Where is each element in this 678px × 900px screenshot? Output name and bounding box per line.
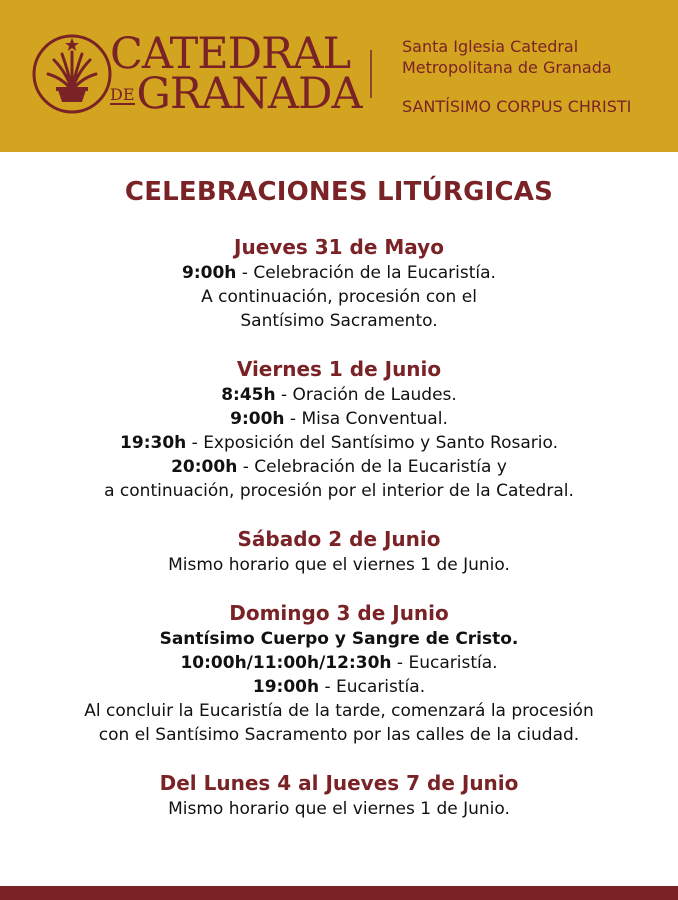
schedule-text: - Eucaristía. [391,653,498,673]
schedule-line [0,407,678,431]
day-block-sunday [0,600,678,747]
cathedral-emblem-icon [32,32,112,116]
schedule-line: con el Santísimo Sacramento por las calles de la ciudad. [98,725,580,745]
page-title: CELEBRACIONES LITÚRGICAS [124,177,554,207]
schedule-time: 20:00h [171,457,238,477]
event-name: SANTÍSIMO CORPUS CHRISTI [402,97,632,116]
logo-de: DE [110,85,135,104]
schedule-line [0,431,678,455]
schedule-line [0,383,678,407]
institution-name [402,36,612,78]
day-block-thursday [0,234,678,333]
schedule-text: - Exposición del Santísimo y Santo Rosario. [186,433,558,453]
day-title: Jueves 31 de Mayo [234,235,444,259]
schedule-line [0,455,678,479]
schedule-line: Al concluir la Eucaristía de la tarde, comenzará la procesión [84,701,594,721]
logo-wordmark-catedral: CATEDRAL [110,29,351,79]
schedule-line [0,675,678,699]
day-title: Domingo 3 de Junio [229,601,449,625]
schedule-time: 9:00h [182,263,237,283]
schedule-time: 8:45h [221,385,276,405]
institution-line-2: Metropolitana de Granada [402,58,612,77]
day-block-monday-thursday [0,770,678,821]
schedule-line: Santísimo Sacramento. [240,311,438,331]
schedule-text: - Celebración de la Eucaristía. [236,263,496,283]
schedule-line [0,261,678,285]
logo-granada: GRANADA [136,69,362,119]
schedule-time: 10:00h/11:00h/12:30h [180,653,392,673]
schedule-text: - Eucaristía. [319,677,426,697]
schedule-time: 9:00h [230,409,285,429]
day-title: Viernes 1 de Junio [236,357,442,381]
schedule-line: Mismo horario que el viernes 1 de Junio. [168,799,510,819]
schedule-line: a continuación, procesión por el interior de la Catedral. [104,481,574,501]
day-title: Sábado 2 de Junio [237,527,441,551]
logo-wordmark-granada [110,69,362,119]
schedule-content [0,172,678,844]
schedule-line: Mismo horario que el viernes 1 de Junio. [168,555,510,575]
footer-bar [0,886,678,900]
schedule-time: 19:30h [120,433,187,453]
day-subtitle: Santísimo Cuerpo y Sangre de Cristo. [159,629,519,649]
day-block-friday [0,356,678,503]
schedule-line [0,651,678,675]
day-title: Del Lunes 4 al Jueves 7 de Junio [159,771,519,795]
institution-line-1: Santa Iglesia Catedral [402,37,579,56]
schedule-text: - Celebración de la Eucaristía y [237,457,507,477]
header-divider [370,50,372,98]
schedule-text: - Misa Conventual. [284,409,448,429]
schedule-line: A continuación, procesión con el [201,287,477,307]
header-banner [0,0,678,152]
schedule-text: - Oración de Laudes. [275,385,457,405]
day-block-saturday [0,526,678,577]
schedule-time: 19:00h [252,677,320,697]
